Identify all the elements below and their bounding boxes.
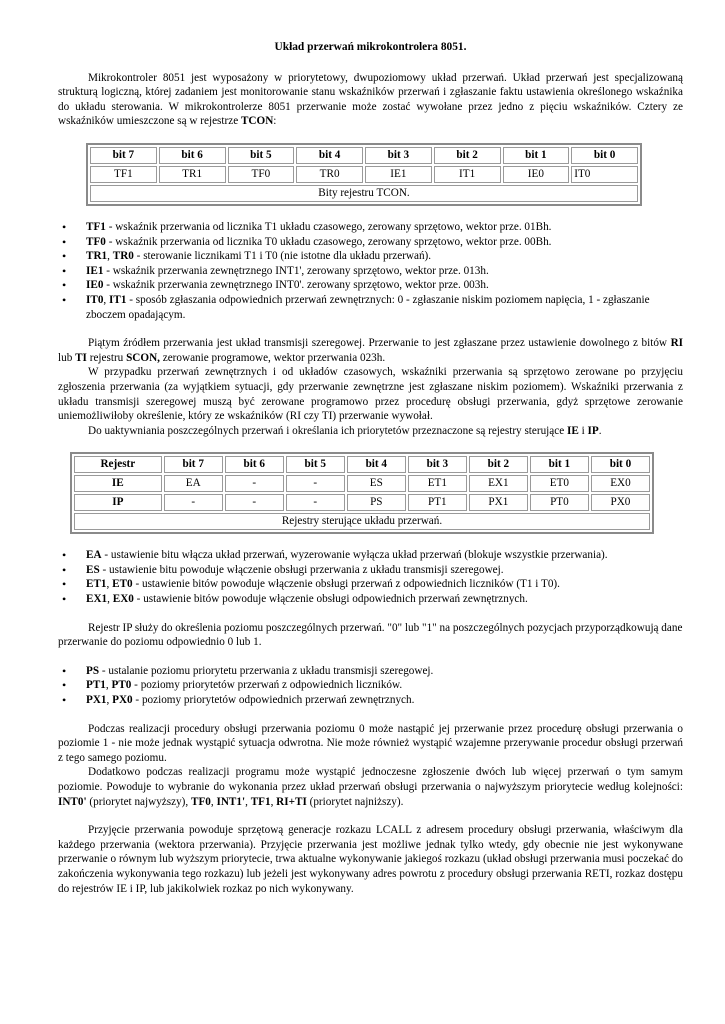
flag-clearing-paragraph: W przypadku przerwań zewnętrznych i od układów czasowych, wskaźniki przerwania są sprzętowo zerowane po przyjęciu zgłoszenia przerwania (za wyjątkiem sytuacji, gdy przerwanie zewnętrzne jest zgłaszane niskim poziomem). Wskaźniki przerwania z układu transmisji szeregowej muszą być zerowane programowo przez procedurę obsługi przerwania, gdyż sprzętowe zerowanie uniemożliwiłoby określenie, który ze wskaźników (RI czy TI) przerwanie wywołał. bbox=[58, 366, 683, 423]
ctrl-caption-row: Rejestry sterujące układu przerwań. bbox=[74, 513, 650, 530]
list-item: • EA - ustawienie bitu włącza układ przerwań, wyzerowanie wyłącza układ przerwań (blokuje wszystkie przerwania). bbox=[86, 548, 683, 563]
list-item: • IE0 - wskaźnik przerwania zewnętrznego INT0'. zerowany sprzętowo, wektor prze. 003h. bbox=[86, 278, 683, 293]
tcon-header-row: bit 7 bit 6 bit 5 bit 4 bit 3 bit 2 bit 1 bit 0 bbox=[90, 147, 638, 164]
list-item: • IT0, IT1 - sposób zgłaszania odpowiednich przerwań zewnętrznych: 0 - zgłaszanie niskim poziomem napięcia, 1 - zgłaszanie zboczem opadającym. bbox=[86, 293, 683, 322]
list-item: • ES - ustawienie bitu powoduje włączenie obsługi przerwania z układu transmisji szeregowej. bbox=[86, 563, 683, 578]
ctrl-header-row: Rejestr bit 7 bit 6 bit 5 bit 4 bit 3 bit 2 bit 1 bit 0 bbox=[74, 456, 650, 473]
ip-bit-list bbox=[58, 664, 683, 708]
list-item: • TF1 - wskaźnik przerwania od licznika T1 układu czasowego, zerowany sprzętowo, wektor prze. 01Bh. bbox=[86, 220, 683, 235]
list-item: • PS - ustalanie poziomu priorytetu przerwania z układu transmisji szeregowej. bbox=[86, 664, 683, 679]
list-item: • PX1, PX0 - poziomy priorytetów odpowiednich przerwań zewnętrznych. bbox=[86, 693, 683, 708]
tcon-bit-list bbox=[58, 220, 683, 322]
list-item: • PT1, PT0 - poziomy priorytetów przerwań z odpowiednich liczników. bbox=[86, 678, 683, 693]
serial-interrupt-paragraph: Piątym źródłem przerwania jest układ transmisji szeregowej. Przerwanie to jest zgłaszane przez ustawienie dowolnego z bitów RI lub TI rejestru SCON, zerowanie programowe, wektor przerwania 023h. bbox=[58, 337, 683, 364]
list-item: • ET1, ET0 - ustawienie bitów powoduje włączenie obsługi przerwań z odpowiednich liczników (T1 i T0). bbox=[86, 577, 683, 592]
lcall-paragraph: Przyjęcie przerwania powoduje sprzętową generacje rozkazu LCALL z adresem procedury obsługi przerwania, właściwym dla każdego przerwania (wektora przerwania). Przyjęcie przerwania jest możliwe jednak tylko wtedy, gdy obecnie nie jest wykonywane przerwanie o równym lub wyższym priorytecie, trwa aktualne wykonywanie jakiegoś rozkazu (układ obsługi przerwania musi poczekać do zakończenia wykonywania tego rozkazu) lub jeżeli jest wykonywany adres powrotu z procedury obsługi przerwania RETI, rozkaz dostępu do rejestrów IE i IP, lub jakikolwiek rozkaz po nich wykonywany. bbox=[58, 824, 683, 895]
ie-bit-list bbox=[58, 548, 683, 606]
document-page bbox=[58, 40, 683, 896]
table-row: IP - - - PS PT1 PX1 PT0 PX0 bbox=[74, 494, 650, 511]
ip-register-paragraph: Rejestr IP służy do określenia poziomu poszczególnych przerwań. "0" lub "1" na poszczególnych pozycjach przyporządkowują dane przerwanie do poziomu odpowiednio 0 lub 1. bbox=[58, 621, 683, 649]
tcon-value-row: TF1 TR1 TF0 TR0 IE1 IT1 IE0 IT0 bbox=[90, 166, 638, 183]
tcon-caption-row: Bity rejestru TCON. bbox=[90, 185, 638, 202]
list-item: • TF0 - wskaźnik przerwania od licznika T0 układu czasowego, zerowany sprzętowo, wektor prze. 00Bh. bbox=[86, 235, 683, 250]
tcon-register-table bbox=[86, 143, 642, 206]
nesting-paragraph: Podczas realizacji procedury obsługi przerwania poziomu 0 może nastąpić jej przerwanie przez procedurę obsługi przerwania o poziomie 1 - nie może jednak wystąpić sytuacja odwrotna. Nie może również wystąpić wzajemne przerywanie procedur obsługi przerwań z tego samego poziomu. bbox=[58, 722, 683, 764]
control-registers-paragraph: Do uaktywniania poszczególnych przerwań i określania ich priorytetów przeznaczone są rejestry sterujące IE i IP. bbox=[88, 424, 602, 437]
document-title: Układ przerwań mikrokontrolera 8051. bbox=[274, 41, 467, 53]
table-row: IE EA - - ES ET1 EX1 ET0 EX0 bbox=[74, 475, 650, 492]
list-item: • TR1, TR0 - sterowanie licznikami T1 i T0 (nie istotne dla układu przerwań). bbox=[86, 249, 683, 264]
list-item: • IE1 - wskaźnik przerwania zewnętrznego INT1', zerowany sprzętowo, wektor prze. 013h. bbox=[86, 264, 683, 279]
priority-order-paragraph: Dodatkowo podczas realizacji programu może wystąpić jednoczesne zgłoszenie dwóch lub więcej przerwań o tym samym poziomie. Powoduje to wybranie do wykonania przez układ przerwań obsługi przerwania o najwyższym priorytecie według kolejności: INT0' (priorytet najwyższy), TF0, INT1', TF1, RI+TI (priorytet najniższy). bbox=[58, 766, 683, 808]
ie-ip-register-table bbox=[70, 452, 654, 534]
intro-paragraph: Mikrokontroler 8051 jest wyposażony w priorytetowy, dwupoziomowy układ przerwań. Układ przerwań jest specjalizowaną strukturą logiczną, której zadaniem jest monitorowanie stanu wskaźników przerwań i zgłaszanie faktu ustawienia określonego wskaźnika do układu sterowania. W mikrokontrolerze 8051 przerwanie może zostać wywołane przez jedno z pięciu wskaźników. Cztery ze wskaźników umieszczone są w rejestrze TCON: bbox=[58, 71, 683, 128]
list-item: • EX1, EX0 - ustawienie bitów powoduje włączenie obsługi odpowiednich przerwań zewnętrznych. bbox=[86, 592, 683, 607]
